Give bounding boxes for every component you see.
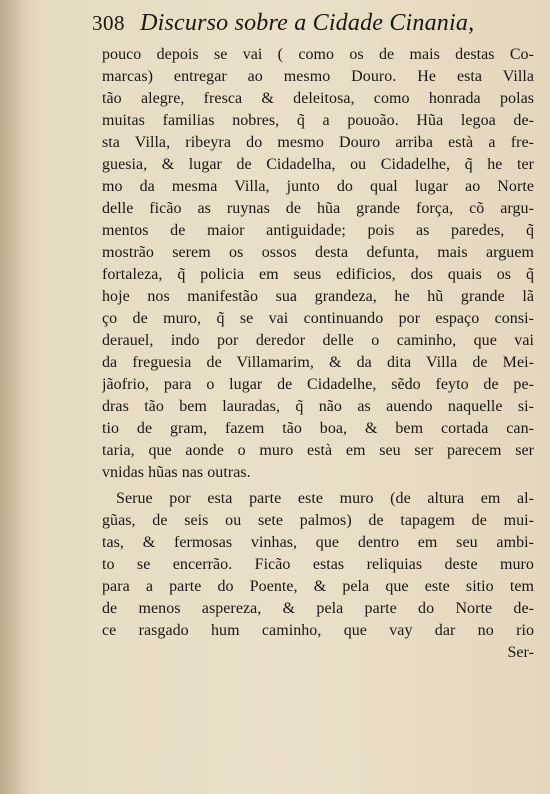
text-line: hoje nos manifestão sua grandeza, he hũ grande lã xyxy=(102,288,534,305)
body-text xyxy=(102,44,534,664)
text-line: mentos de maior antiguidade; pois as paredes, q̃ xyxy=(102,222,534,239)
text-line: tão alegre, fresca & deleitosa, como honrada polas xyxy=(102,90,534,107)
text-line: guesia, & lugar de Cidadelha, ou Cidadelhe, q̃ he ter xyxy=(102,156,534,173)
text-line: gũas, de seis ou sete palmos) de tapagem de mui- xyxy=(102,512,534,529)
text-line: ço de muro, q̃ se vai continuando por espaço consi- xyxy=(102,310,534,327)
catchword: Ser- xyxy=(507,644,534,661)
running-title: Discurso sobre a Cidade Cinania, xyxy=(140,10,475,36)
text-line: da freguesia de Villamarim, & da dita Villa de Mei- xyxy=(102,354,534,371)
text-line: delle ficão as ruynas de hũa grande força, cõ argu- xyxy=(102,200,534,217)
text-line: mostrão serem os ossos desta defunta, mais arguem xyxy=(102,244,534,261)
page-header xyxy=(92,10,532,44)
text-line: Serue por esta parte este muro (de altura em al- xyxy=(116,490,534,507)
text-line: jãofrio, para o lugar de Cidadelhe, sẽdo feyto de pe- xyxy=(102,376,534,393)
text-line: dras tão bem lauradas, q̃ não as auendo naquelle si- xyxy=(102,398,534,415)
text-line: mo da mesma Villa, junto do qual lugar ao Norte xyxy=(102,178,534,195)
text-line: sta Villa, ribeyra do mesmo Douro arriba està a fre- xyxy=(102,134,534,151)
text-line: muitas familias nobres, q̃ a pouoão. Hũa legoa de- xyxy=(102,112,534,129)
text-line: to se encerrão. Ficão estas reliquias deste muro xyxy=(102,556,534,573)
text-line: ce rasgado hum caminho, que vay dar no rio xyxy=(102,622,534,639)
paragraph-2 xyxy=(102,488,534,642)
page-number: 308 xyxy=(92,11,125,35)
text-line: taria, que aonde o muro està em seu ser parecem ser xyxy=(102,442,534,459)
text-line: pouco depois se vai ( como os de mais destas Co- xyxy=(102,46,534,63)
text-line: para a parte do Poente, & pela que este sitio tem xyxy=(102,578,534,595)
text-line: derauel, indo por deredor delle o caminho, que vai xyxy=(102,332,534,349)
paragraph-1 xyxy=(102,44,534,484)
text-line: de menos aspereza, & pela parte do Norte de- xyxy=(102,600,534,617)
text-line: fortaleza, q̃ policia em seus edificios, dos quais os q̃ xyxy=(102,266,534,283)
text-line: tas, & fermosas vinhas, que dentro em seu ambi- xyxy=(102,534,534,551)
text-line: tio de gram, fazem tão boa, & bem cortada can- xyxy=(102,420,534,437)
text-line: marcas) entregar ao mesmo Douro. He esta Villa xyxy=(102,68,534,85)
text-line: vnidas hũas nas outras. xyxy=(102,464,251,481)
